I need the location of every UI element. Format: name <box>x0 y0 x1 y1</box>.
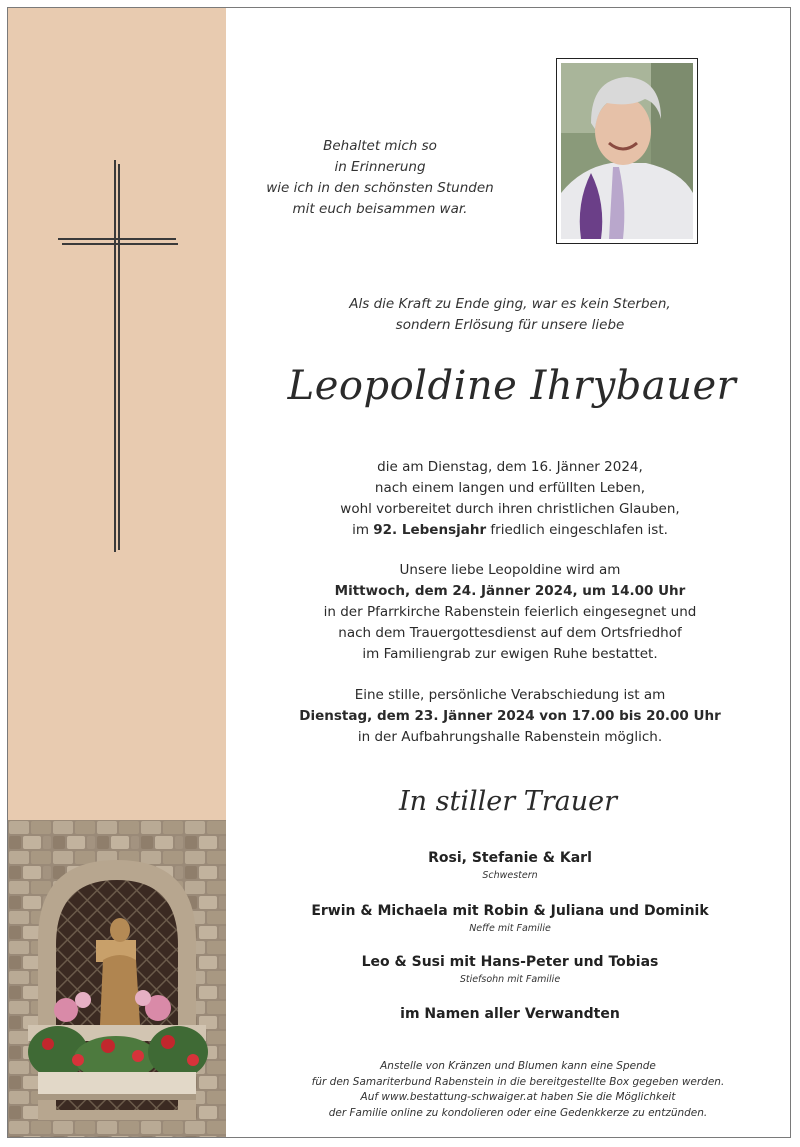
death-line: die am Dienstag, dem 16. Jänner 2024, <box>377 459 643 475</box>
motto-line: Behaltet mich so <box>323 138 437 154</box>
obituary-card <box>7 7 791 1138</box>
intro-line: sondern Erlösung für unsere liebe <box>395 317 625 333</box>
note-line: für den Samariterbund Rabenstein in die bereitgestellte Box gegeben werden. <box>311 1075 725 1088</box>
farewell-line: in der Aufbahrungshalle Rabenstein möglich. <box>357 729 663 745</box>
farewell-date: Dienstag, dem 23. Jänner 2024 von 17.00 bis 20.00 Uhr <box>299 708 721 724</box>
motto-line: in Erinnerung <box>334 159 426 175</box>
relatives-closing: im Namen aller Verwandten <box>400 1006 620 1022</box>
motto-verse <box>266 136 494 220</box>
funeral-line: in der Pfarrkirche Rabenstein feierlich eingesegnet und <box>323 604 697 620</box>
intro-line: Als die Kraft zu Ende ging, war es kein Sterben, <box>349 296 671 312</box>
motto-line: wie ich in den schönsten Stunden <box>266 180 494 196</box>
motto-line: mit euch beisammen war. <box>292 201 468 217</box>
farewell-notice <box>280 685 740 748</box>
funeral-line: Unsere liebe Leopoldine wird am <box>399 562 621 578</box>
death-line: nach einem langen und erfüllten Leben, <box>374 480 646 496</box>
wayside-shrine-image <box>8 820 226 1138</box>
death-line: im 92. Lebensjahr friedlich eingeschlafen ist. <box>352 522 668 538</box>
relative-relation: Schwestern <box>482 870 538 881</box>
relative-relation: Stiefsohn mit Familie <box>459 974 561 985</box>
note-line: Anstelle von Kränzen und Blumen kann eine Spende <box>380 1060 656 1072</box>
sidebar-panel <box>8 8 226 1138</box>
funeral-line: nach dem Trauergottesdienst auf dem Ortsfriedhof <box>338 625 682 641</box>
death-line: wohl vorbereitet durch ihren christlichen Glauben, <box>340 501 680 517</box>
funeral-date: Mittwoch, dem 24. Jänner 2024, um 14.00 Uhr <box>334 583 686 599</box>
donation-note <box>258 1059 778 1121</box>
relative-name: Rosi, Stefanie & Karl <box>428 850 592 866</box>
note-line: der Familie online zu kondolieren oder eine Gedenkkerze zu entzünden. <box>328 1106 708 1119</box>
age-highlight: 92. Lebensjahr <box>373 522 487 538</box>
relative-name: Erwin & Michaela mit Robin & Juliana und Dominik <box>311 903 709 919</box>
farewell-line: Eine stille, persönliche Verabschiedung ist am <box>354 687 666 703</box>
death-notice <box>300 457 720 541</box>
funeral-line: im Familiengrab zur ewigen Ruhe bestattet. <box>362 646 658 662</box>
funeral-notice <box>280 560 740 665</box>
portrait-photo <box>556 58 698 244</box>
note-line: Auf www.bestattung-schwaiger.at haben Sie die Möglichkeit <box>360 1091 676 1103</box>
relative-relation: Neffe mit Familie <box>469 923 551 934</box>
deceased-name: Leopoldine Ihrybauer <box>287 363 737 409</box>
relative-name: Leo & Susi mit Hans-Peter und Tobias <box>361 954 659 970</box>
intro-text <box>300 294 720 336</box>
mourning-heading: In stiller Trauer <box>398 786 617 817</box>
